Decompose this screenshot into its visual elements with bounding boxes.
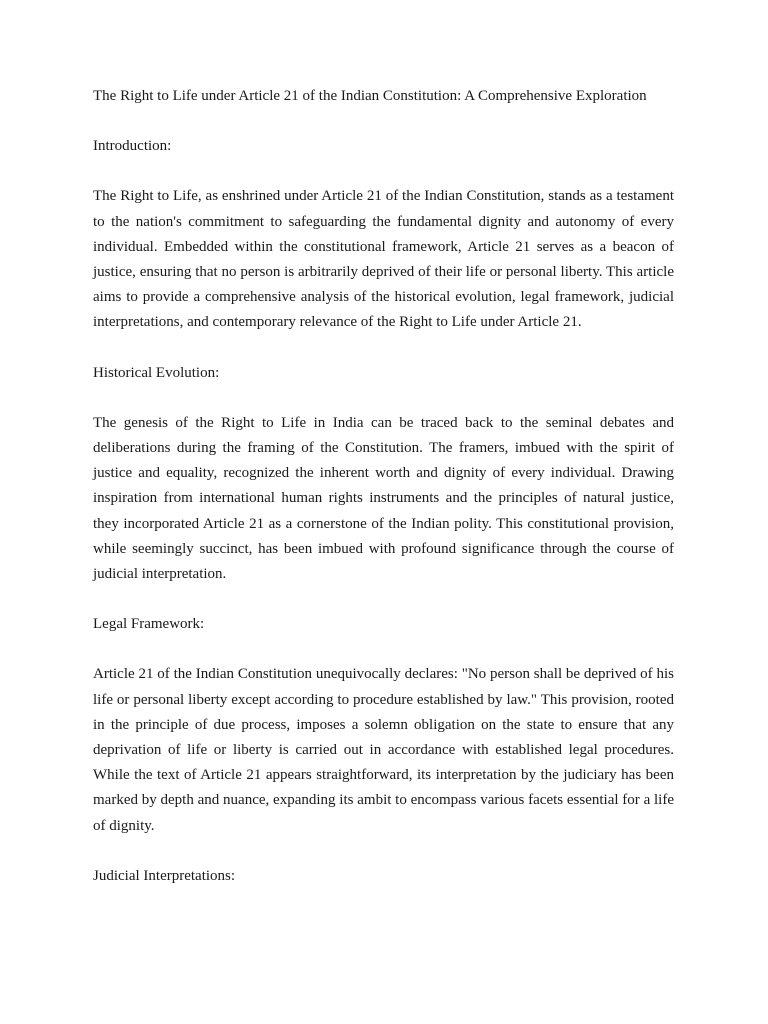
section-paragraph-legal-framework: Article 21 of the Indian Constitution unequivocally declares: "No person shall be deprived of his life or personal liberty except according to procedure established by law." This provision, rooted in the principle of due process, imposes a solemn obligation on the state to ensure that any deprivation of life or liberty is carried out in accordance with established legal procedures. While the text of Article 21 appears straightforward, its interpretation by the judiciary has been marked by depth and nuance, expanding its ambit to encompass various facets essential for a life of dignity. <box>93 666 674 834</box>
document-title: The Right to Life under Article 21 of the Indian Constitution: A Comprehensive Exploration <box>93 88 647 104</box>
section-heading-judicial-interpretations: Judicial Interpretations: <box>93 867 236 884</box>
section-paragraph-historical-evolution: The genesis of the Right to Life in India can be traced back to the seminal debates and deliberations during the framing of the Constitution. The framers, imbued with the spirit of justice and equality, recognized the inherent worth and dignity of every individual. Drawing inspiration from international human rights instruments and the principles of natural justice, they incorporated Article 21 as a cornerstone of the Indian polity. This constitutional provision, while seemingly succinct, has been imbued with profound significance through the course of judicial interpretation. <box>93 414 674 583</box>
section-heading-historical-evolution: Historical Evolution: <box>93 364 220 381</box>
section-heading-legal-framework: Legal Framework: <box>93 616 205 633</box>
document-page <box>93 84 674 914</box>
section-paragraph-introduction: The Right to Life, as enshrined under Article 21 of the Indian Constitution, stands as a testament to the nation's commitment to safeguarding the fundamental dignity and autonomy of every individual. Embedded within the constitutional framework, Article 21 serves as a beacon of justice, ensuring that no person is arbitrarily deprived of their life or personal liberty. This article aims to provide a comprehensive analysis of the historical evolution, legal framework, judicial interpretations, and contemporary relevance of the Right to Life under Article 21. <box>93 188 674 331</box>
section-heading-introduction: Introduction: <box>93 138 172 155</box>
